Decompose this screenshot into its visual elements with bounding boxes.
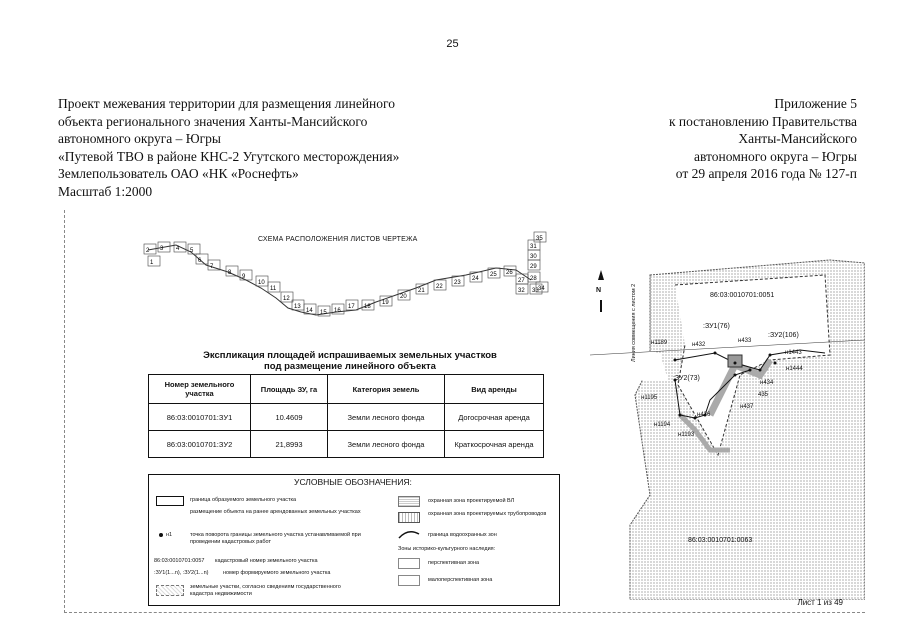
cadastre-parcel-symbol	[156, 585, 184, 596]
legend-label: :ЗУ1(1...n), :ЗУ2(1...n)	[154, 570, 209, 576]
appendix-line: Приложение 5	[774, 96, 857, 111]
sheet-box-number: 16	[334, 308, 341, 314]
legend-label: малоперспективная зона	[428, 577, 493, 583]
table-cell: Догосрочная аренда	[445, 404, 544, 431]
legend-label: граница образуемого земельного участка	[190, 497, 297, 503]
land-user: Землепользователь ОАО «НК «Роснефть»	[58, 166, 299, 181]
project-title-line: Проект межевания территории для размещения линейного	[58, 96, 395, 111]
appendix-line: автономного округа – Югры	[694, 148, 857, 164]
sheet-box-number: 14	[306, 308, 313, 314]
appendix-reference	[557, 95, 857, 183]
sheet-box-number: 21	[418, 288, 425, 294]
sheet-box-number: 7	[210, 264, 214, 270]
sheet-box-number: 26	[506, 270, 513, 276]
prospective-zone-symbol	[398, 558, 420, 569]
legend-label: Зоны историко-культурного наследия:	[398, 546, 496, 552]
column-header: Категория земель	[328, 375, 445, 404]
table-cell: 86:03:0010701:ЗУ2	[149, 431, 251, 458]
point-label: н434	[760, 380, 774, 386]
north-label: N	[596, 287, 602, 294]
point-label: н1194	[654, 422, 671, 428]
sheet-box-number: 2	[146, 248, 150, 254]
column-header: Номер земельного участка	[149, 375, 251, 404]
water-zone-icon	[398, 528, 420, 540]
point-label: 435	[758, 392, 769, 398]
pipeline-zone-symbol	[398, 512, 420, 523]
parcel-boundary-symbol	[156, 496, 184, 506]
point-label: н1193	[678, 432, 695, 438]
sheet-box-number: 8	[228, 270, 232, 276]
sheet-box-number: 30	[530, 254, 537, 260]
legend-label: точка поворота границы земельного участка устанавливаемой при проведении кадастровых работ	[190, 532, 361, 545]
table-cell: 21,8993	[251, 431, 328, 458]
low-prospective-zone-symbol	[398, 575, 420, 586]
legend-label: граница водоохранных зон	[428, 532, 497, 538]
column-header: Вид аренды	[445, 375, 544, 404]
point-label: н436	[697, 412, 711, 418]
sheet-box-number: 23	[454, 280, 461, 286]
project-title-line: автономного округа – Югры	[58, 131, 221, 146]
explication-title-line: под размещение линейного объекта	[264, 361, 436, 372]
sheet-box-number: 35	[536, 236, 543, 242]
table-row	[149, 404, 544, 431]
sheet-box-number: 33	[532, 288, 539, 294]
point-label: н1195	[641, 395, 658, 401]
legend-label: охранная зона проектируемой ВЛ	[428, 498, 515, 504]
table-cell: Краткосрочная аренда	[445, 431, 544, 458]
sheet-box-number: 18	[364, 304, 371, 310]
table-cell: Земли лесного фонда	[328, 431, 445, 458]
sheet-box-number: 13	[294, 304, 301, 310]
table-row	[149, 431, 544, 458]
sheet-box-number: 20	[400, 294, 407, 300]
power-line-zone-symbol	[398, 496, 420, 507]
sheet-box-number: 4	[176, 246, 180, 252]
legend-title: УСЛОВНЫЕ ОБОЗНАЧЕНИЯ:	[294, 477, 412, 487]
table-cell: 86:03:0010701:ЗУ1	[149, 404, 251, 431]
sheet-box-number: 9	[242, 274, 246, 280]
legend-label: размещение объекта на ранее арендованных земельных участках	[190, 509, 361, 515]
appendix-line: от 29 апреля 2016 года № 127-п	[675, 166, 857, 181]
point-label: н1443	[785, 350, 802, 356]
explication-table	[148, 374, 544, 458]
sheet-scheme	[136, 230, 556, 330]
sheet-boxes	[144, 232, 548, 316]
cadastral-number-label: 86:03:0010701:0051	[710, 292, 775, 299]
sheet-box-number: 25	[490, 272, 497, 278]
well-pad	[728, 355, 742, 367]
sheet-box-number: 5	[190, 248, 194, 254]
parcel-label: :ЗУ2(106)	[768, 332, 799, 339]
point-label: н1189	[651, 340, 668, 346]
project-title-line: «Путевой ТВО в районе КНС-2 Угутского месторождения»	[58, 148, 400, 164]
sheet-box-number: 19	[382, 300, 389, 306]
sheet-box-number: 29	[530, 264, 537, 270]
parcel-label: :ЗУ1(76)	[703, 323, 730, 330]
sheet-box-number: 10	[258, 280, 265, 286]
point-label: н1444	[786, 366, 803, 372]
appendix-line: к постановлению Правительства	[668, 113, 857, 129]
sheet-box-number: 32	[518, 288, 525, 294]
sheet-label: Лист 1 из 49	[797, 598, 843, 607]
sheet-box-number: 17	[348, 304, 355, 310]
legend-label: охранная зона проектируемых трубопроводов	[428, 511, 547, 517]
sheet-box-number: 6	[198, 258, 202, 264]
explication-title	[140, 350, 560, 372]
turning-point-icon	[159, 533, 163, 537]
point-label: н437	[740, 404, 754, 410]
project-title-line: объекта регионального значения Ханты-Мансийского	[58, 113, 368, 129]
legend-label: н1	[166, 532, 173, 538]
table-cell: 10.4609	[251, 404, 328, 431]
legend-label: перспективная зона	[428, 560, 480, 566]
sheet-box-number: 1	[150, 260, 154, 266]
appendix-line: Ханты-Мансийского	[738, 131, 857, 146]
column-header: Площадь ЗУ, га	[251, 375, 328, 404]
sheet-box-number: 34	[538, 286, 545, 292]
table-header-row	[149, 375, 544, 404]
project-title	[58, 95, 478, 200]
sheet-join-note: Линия совмещения с листом 2	[631, 283, 637, 362]
sheet-box-number: 31	[530, 244, 537, 250]
legend-label: кадастровый номер земельного участка	[215, 558, 318, 564]
sheet-box-number: 15	[320, 310, 327, 316]
sheet-box-number: 27	[518, 278, 525, 284]
legend-label: 86:03:0010701:0057	[154, 558, 205, 564]
sheet-box-number: 22	[436, 284, 443, 290]
sheet-box-number: 3	[160, 246, 164, 252]
sheet-box-number: 24	[472, 276, 479, 282]
sheet-box-number: 12	[283, 296, 290, 302]
sheet-box-number: 28	[530, 276, 537, 282]
point-label: н433	[738, 338, 752, 344]
cadastral-number-label: 86:03:0010701:0063	[688, 537, 753, 544]
page-number: 25	[446, 38, 459, 50]
legend-label: номер формируемого земельного участка	[223, 570, 331, 576]
explication-title-line: Экспликация площадей испрашиваемых земельных участков	[203, 350, 497, 361]
table-cell: Земли лесного фонда	[328, 404, 445, 431]
sheet-box-number: 11	[270, 286, 277, 292]
legend-label: земельные участки, согласно сведениям государственного кадастра недвижимости	[190, 584, 341, 597]
scheme-title: СХЕМА РАСПОЛОЖЕНИЯ ЛИСТОВ ЧЕРТЕЖА	[258, 236, 418, 243]
scale: Масштаб 1:2000	[58, 183, 153, 199]
point-label: н432	[692, 342, 706, 348]
parcel-label: :ЗУ2(73)	[673, 375, 700, 382]
